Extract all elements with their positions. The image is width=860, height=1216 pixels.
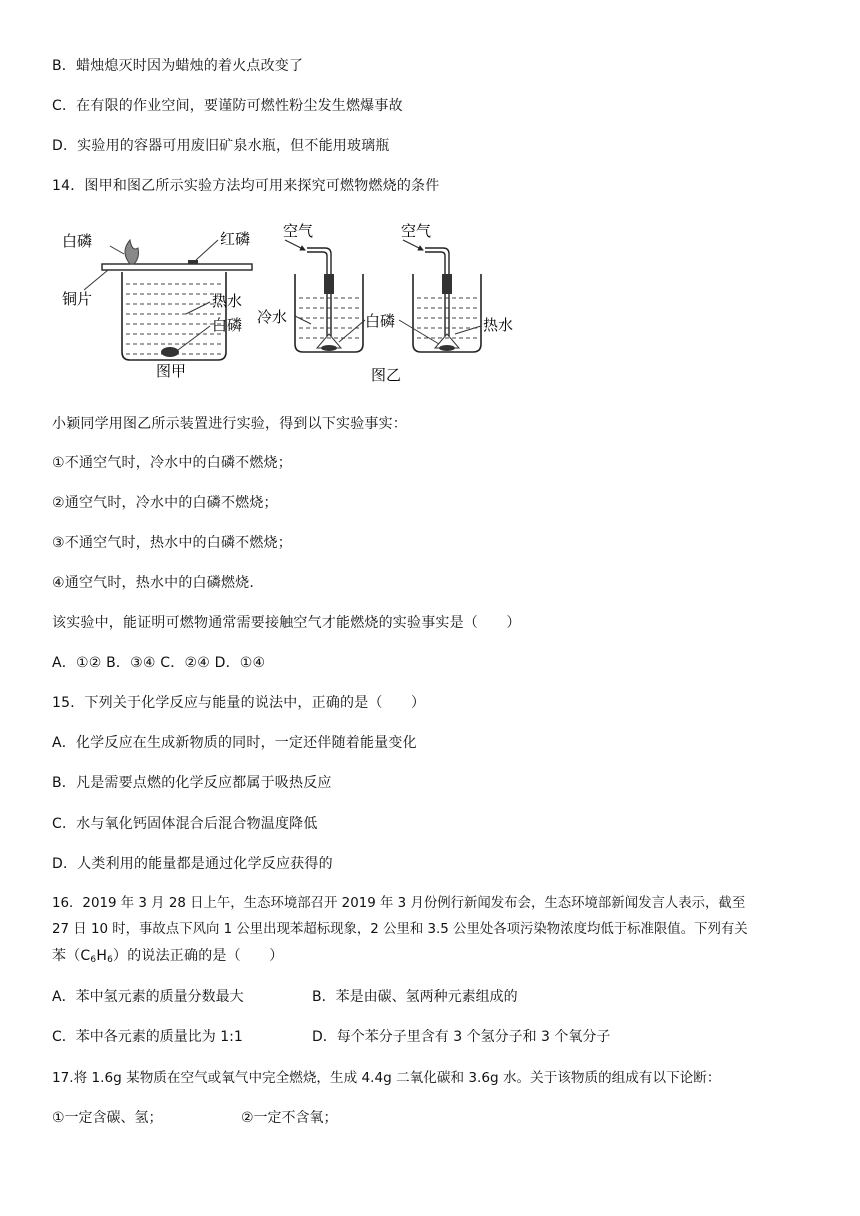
q14-fact-2: ②通空气时，冷水中的白磷不燃烧； — [52, 495, 278, 511]
q14-fact-1: ①不通空气时，冷水中的白磷不燃烧； — [52, 455, 292, 471]
q16-stem-line-1: 16．2019 年 3 月 28 日上午，生态环境部召开 2019 年 3 月份例行新闻发布会，生态环境部新闻发言人表示，截至 — [52, 896, 746, 911]
q14-intro: 小颖同学用图乙所示装置进行实验，得到以下实验事实： — [52, 416, 407, 432]
q13-option-c: C．在有限的作业空间，要谨防可燃性粉尘发生燃爆事故 — [52, 98, 403, 114]
q17-conclusion-1: ①一定含碳、氢； — [52, 1110, 163, 1126]
figure-jia — [60, 212, 260, 382]
q14-fact-4: ④通空气时，热水中的白磷燃烧. — [52, 575, 255, 591]
label-hot-water-yi: 热水 — [483, 316, 514, 334]
q13-option-b: B．蜡烛熄灭时因为蜡烛的着火点改变了 — [52, 58, 304, 74]
q16-stem-line-3: 苯$(C_6H_6)$的说法正确的是（ ） — [52, 948, 284, 965]
q14-stem: 14．图甲和图乙所示实验方法均可用来探究可燃物燃烧的条件 — [52, 178, 440, 194]
q16-option-a: A．苯中氢元素的质量分数最大 — [52, 989, 244, 1005]
label-air-right: 空气 — [401, 222, 432, 240]
q16-option-b: B．苯是由碳、氢两种元素组成的 — [312, 989, 518, 1005]
q15-option-a: A．化学反应在生成新物质的同时，一定还伴随着能量变化 — [52, 735, 417, 751]
q16-option-d: D．每个苯分子里含有 3 个氢分子和 3 个氧分子 — [312, 1029, 611, 1045]
label-white-phosphorus-yi: 白磷 — [365, 312, 396, 330]
label-cold-water: 冷水 — [257, 308, 288, 326]
q13-option-d: D．实验用的容器可用废旧矿泉水瓶，但不能用玻璃瓶 — [52, 138, 390, 154]
label-air-left: 空气 — [283, 222, 314, 240]
figure-yi — [255, 216, 535, 388]
q14-question: 该实验中，能证明可燃物通常需要接触空气才能燃烧的实验事实是（ ） — [52, 615, 521, 631]
q17-stem: 17.将 1.6g 某物质在空气或氧气中完全燃烧，生成 4.4g 二氧化碳和 3.6g 水。关于该物质的组成有以下论断： — [52, 1070, 721, 1086]
caption-jia: 图甲 — [156, 362, 187, 380]
q14-fact-3: ③不通空气时，热水中的白磷不燃烧； — [52, 535, 292, 551]
q17-conclusion-2: ②一定不含氧； — [241, 1110, 338, 1126]
label-hot-water-jia: 热水 — [212, 292, 243, 310]
q15-option-b: B．凡是需要点燃的化学反应都属于吸热反应 — [52, 775, 332, 791]
q15-option-d: D．人类利用的能量都是通过化学反应获得的 — [52, 856, 333, 872]
label-white-phosphorus-jia: 白磷 — [62, 232, 93, 250]
q15-option-c: C．水与氧化钙固体混合后混合物温度降低 — [52, 816, 318, 832]
q14-options: A．①② B．③④ C．②④ D．①④ — [52, 655, 266, 671]
q15-stem: 15．下列关于化学反应与能量的说法中，正确的是（ ） — [52, 695, 426, 711]
q16-stem-line-2: 27 日 10 时，事故点下风向 1 公里出现苯超标现象，2 公里和 3.5 公里处各项污染物浓度均低于标准限值。下列有关 — [52, 922, 748, 937]
q16-option-c: C．苯中各元素的质量比为 1:1 — [52, 1029, 243, 1045]
label-red-phosphorus: 红磷 — [220, 230, 251, 248]
caption-yi: 图乙 — [371, 366, 402, 384]
label-white-phosphorus-jia-2: 白磷 — [212, 316, 243, 334]
label-copper-plate: 铜片 — [62, 290, 93, 308]
